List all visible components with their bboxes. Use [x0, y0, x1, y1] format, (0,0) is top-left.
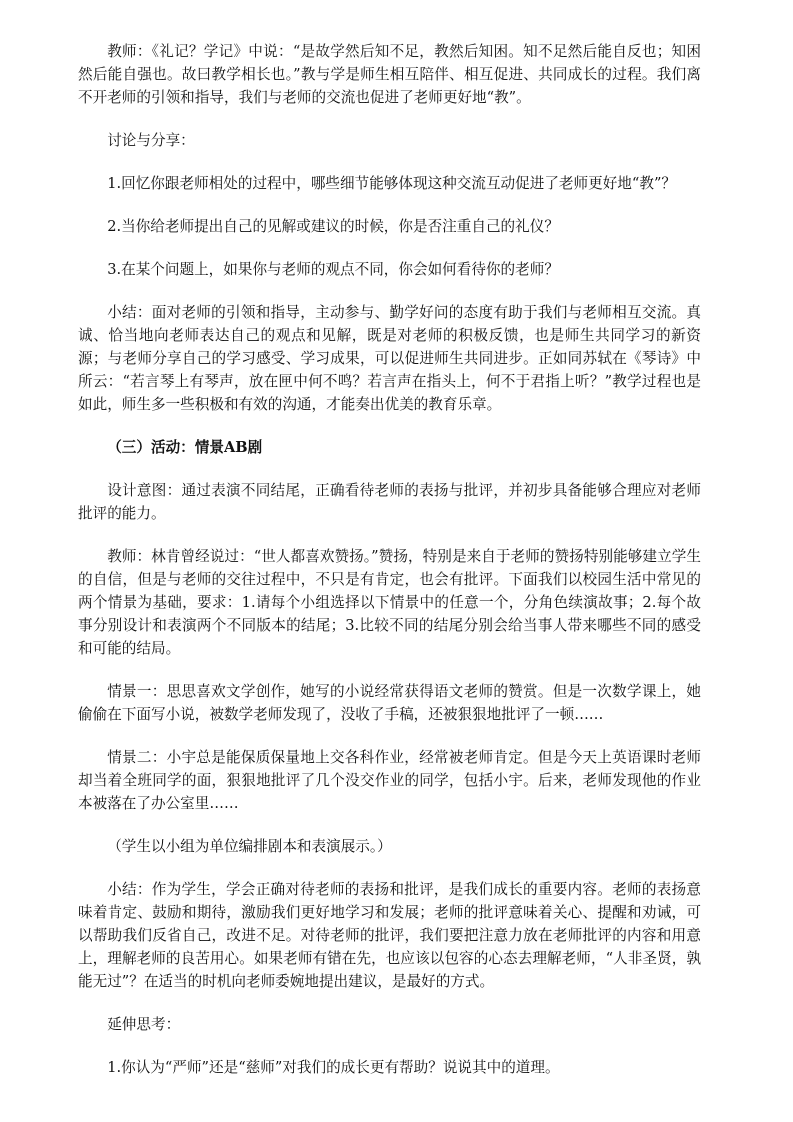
discussion-question-2: 2.当你给老师提出自己的见解或建议的时候，你是否注重自己的礼仪？ — [107, 218, 559, 235]
discussion-question-3: 3.在某个问题上，如果你与老师的观点不同，你会如何看待你的老师？ — [107, 261, 559, 278]
summary-paragraph-1: 小结：面对老师的引领和指导，主动参与、勤学好问的态度有助于我们与老师相互交流。真诚、恰当地向老师表达自己的观点和见解，既是对老师的积极反馈，也是师生共同学习的新资源；与老师分享自己的学习感受、学习成果，可以促进师生共同进步。正如同苏轼在《琴诗》中所云：“若言琴上有琴声，放在匣中何不鸣？若言声在指头上，何不于君指上听？”教学过程也是如此，师生多一些积极和有效的沟通，才能奏出优美的教育乐章。 — [78, 304, 701, 413]
discussion-label: 讨论与分享： — [107, 132, 195, 149]
teacher-quote-paragraph: 教师：《礼记？学记》中说：“是故学然后知不足，教然后知困。知不足然后能自反也；知困然后能自强也。故曰教学相长也。”教与学是师生相互陪伴、相互促进、共同成长的过程。我们离不开老师的引领和指导，我们与老师的交流也促进了老师更好地“教”。 — [78, 43, 701, 106]
summary-paragraph-2: 小结：作为学生，学会正确对待老师的表扬和批评，是我们成长的重要内容。老师的表扬意味着肯定、鼓励和期待，激励我们更好地学习和发展；老师的批评意味着关心、提醒和劝诫，可以帮助我们反省自己，改进不足。对待老师的批评，我们要把注意力放在老师批评的内容和用意上，理解老师的良苦用心。如果老师有错在先，也应该以包容的心态去理解老师，“人非圣贤，孰能无过”？在适当的时机向老师委婉地提出建议，是最好的方式。 — [78, 881, 701, 990]
extension-question-1: 1.你认为“严师”还是“慈师”对我们的成长更有帮助？说说其中的道理。 — [107, 1059, 560, 1076]
performance-note: （学生以小组为单位编排剧本和表演展示。） — [107, 838, 392, 855]
scenario-1-paragraph: 情景一：思思喜欢文学创作，她写的小说经常获得语文老师的赞赏。但是一次数学课上，她偷偷在下面写小说，被数学老师发现了，没收了手稿，还被狠狠地批评了一顿…… — [78, 683, 701, 723]
discussion-question-1: 1.回忆你跟老师相处的过程中，哪些细节能够体现这种交流互动促进了老师更好地“教”？ — [107, 175, 677, 192]
scenario-2-paragraph: 情景二：小宇总是能保质保量地上交各科作业，经常被老师肯定。但是今天上英语课时老师却当着全班同学的面，狠狠地批评了几个没交作业的同学，包括小宇。后来，老师发现他的作业本被落在了办公室里…… — [78, 749, 701, 812]
extension-label: 延伸思考： — [107, 1016, 181, 1033]
design-intent-paragraph: 设计意图：通过表演不同结尾，正确看待老师的表扬与批评，并初步具备能够合理应对老师批评的能力。 — [78, 482, 701, 522]
section-heading: （三）活动：情景AB剧 — [107, 439, 263, 456]
teacher-lincoln-paragraph: 教师：林肯曾经说过：“世人都喜欢赞扬。”赞扬，特别是来自于老师的赞扬特别能够建立学生的自信，但是与老师的交往过程中，不只是有肯定，也会有批评。下面我们以校园生活中常见的两个情景为基础，要求：1.请每个小组选择以下情景中的任意一个，分角色续演故事；2.每个故事分别设计和表演两个不同版本的结尾；3.比较不同的结尾分别会给当事人带来哪些不同的感受和可能的结局。 — [78, 548, 701, 657]
